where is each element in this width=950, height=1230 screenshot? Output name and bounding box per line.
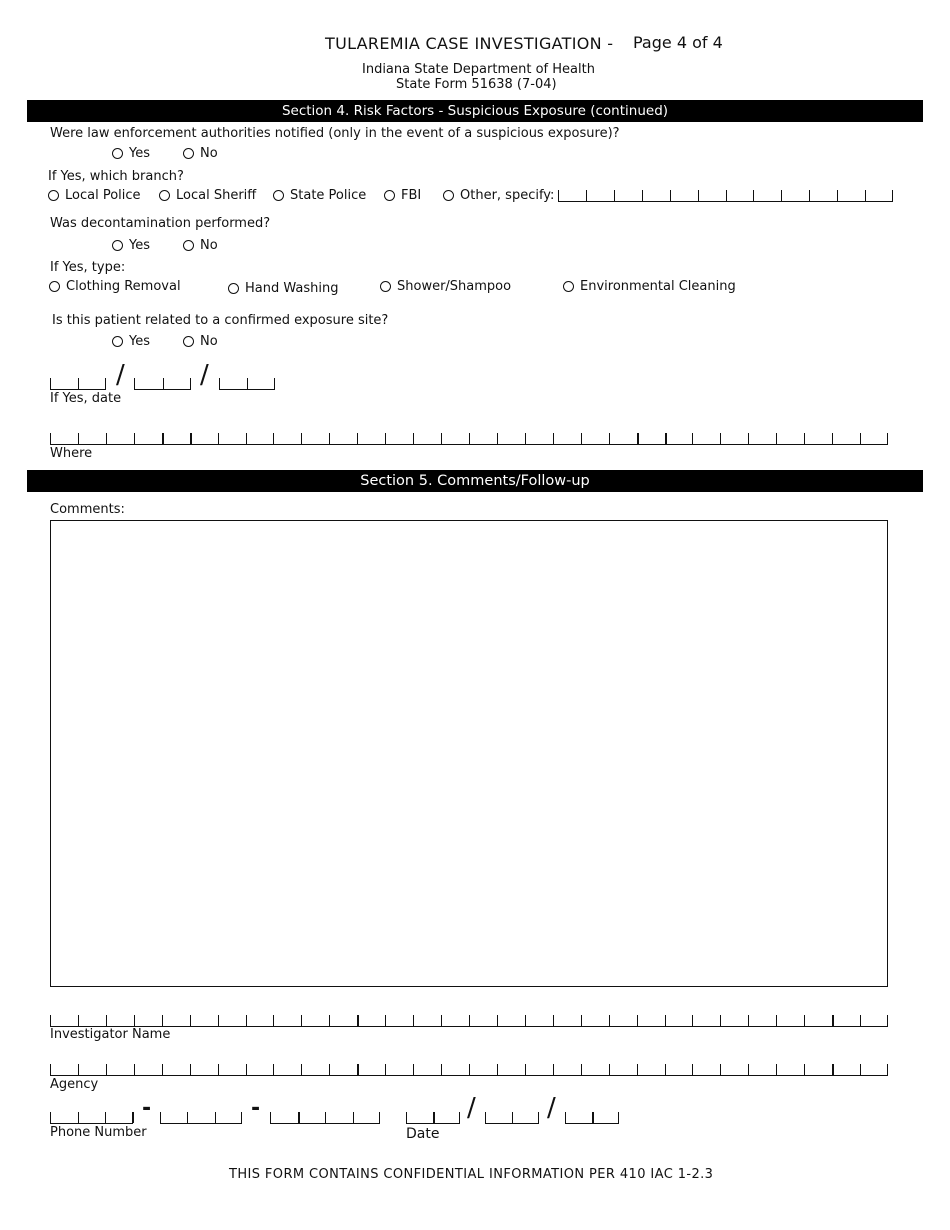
box-divider bbox=[497, 1015, 498, 1026]
agency-field[interactable] bbox=[50, 1064, 888, 1076]
type-hand-washing-radio[interactable] bbox=[228, 281, 338, 296]
box-divider bbox=[525, 433, 526, 444]
radio-label: Shower/Shampoo bbox=[397, 279, 512, 294]
law-no-radio[interactable] bbox=[183, 146, 218, 161]
box-divider bbox=[241, 1112, 242, 1123]
where-label: Where bbox=[50, 446, 93, 461]
box-divider bbox=[837, 190, 838, 201]
box-divider bbox=[353, 1112, 354, 1123]
box-divider bbox=[357, 1015, 359, 1026]
page-number: Page 4 of 4 bbox=[633, 33, 723, 52]
box-divider bbox=[753, 190, 754, 201]
radio-label: Yes bbox=[129, 238, 150, 253]
box-divider bbox=[163, 378, 164, 389]
box-divider bbox=[218, 1015, 219, 1026]
box-divider bbox=[190, 1064, 191, 1075]
box-divider bbox=[162, 1015, 163, 1026]
box-divider bbox=[469, 433, 470, 444]
radio-label: No bbox=[200, 238, 218, 253]
box-divider bbox=[190, 378, 191, 389]
radio-circle-icon bbox=[380, 281, 391, 292]
phone-prefix[interactable] bbox=[160, 1112, 242, 1124]
box-divider bbox=[160, 1112, 161, 1123]
box-divider bbox=[357, 1064, 359, 1075]
form-number: State Form 51638 (7-04) bbox=[396, 77, 557, 92]
box-divider bbox=[637, 433, 639, 444]
box-divider bbox=[692, 1015, 693, 1026]
radio-label: Other, specify: bbox=[460, 188, 555, 203]
box-divider bbox=[246, 433, 247, 444]
radio-label: State Police bbox=[290, 188, 367, 203]
box-divider bbox=[301, 1015, 302, 1026]
box-divider bbox=[586, 190, 587, 201]
box-divider bbox=[273, 1064, 274, 1075]
radio-label: No bbox=[200, 334, 218, 349]
box-divider bbox=[357, 433, 358, 444]
box-divider bbox=[134, 1064, 135, 1075]
box-divider bbox=[781, 190, 782, 201]
box-divider bbox=[609, 1064, 610, 1075]
box-divider bbox=[78, 378, 79, 389]
section-4-header: Section 4. Risk Factors - Suspicious Exposure (continued) bbox=[27, 100, 923, 122]
radio-circle-icon bbox=[183, 240, 194, 251]
agency-label: Agency bbox=[50, 1077, 99, 1092]
section-5-header: Section 5. Comments/Follow-up bbox=[27, 470, 923, 492]
phone-area-code[interactable] bbox=[50, 1112, 133, 1124]
box-divider bbox=[887, 1064, 888, 1075]
box-divider bbox=[218, 1064, 219, 1075]
radio-circle-icon bbox=[48, 190, 59, 201]
box-divider bbox=[247, 378, 248, 389]
box-divider bbox=[219, 378, 220, 389]
box-divider bbox=[329, 1064, 330, 1075]
box-divider bbox=[887, 1015, 888, 1026]
box-divider bbox=[726, 190, 727, 201]
comments-label: Comments: bbox=[50, 502, 125, 517]
box-divider bbox=[385, 1064, 386, 1075]
box-divider bbox=[538, 1112, 539, 1123]
box-divider bbox=[692, 1064, 693, 1075]
box-divider bbox=[592, 1112, 594, 1123]
box-divider bbox=[406, 1112, 407, 1123]
radio-circle-icon bbox=[228, 283, 239, 294]
radio-label: Local Sheriff bbox=[176, 188, 257, 203]
box-divider bbox=[581, 1015, 582, 1026]
box-divider bbox=[187, 1112, 188, 1123]
box-divider bbox=[273, 1015, 274, 1026]
law-enforcement-question: Were law enforcement authorities notified (only in the event of a suspicious exposure)? bbox=[50, 126, 620, 141]
box-divider bbox=[78, 1112, 79, 1123]
box-divider bbox=[804, 1064, 805, 1075]
phone-number-label: Phone Number bbox=[50, 1125, 147, 1140]
date-separator: / bbox=[547, 1093, 556, 1123]
box-divider bbox=[273, 433, 274, 444]
box-divider bbox=[385, 1015, 386, 1026]
branch-fbi-radio[interactable] bbox=[384, 188, 421, 203]
site-yes-radio[interactable] bbox=[112, 334, 150, 349]
box-divider bbox=[665, 433, 667, 444]
box-divider bbox=[698, 190, 699, 201]
box-divider bbox=[218, 433, 219, 444]
box-divider bbox=[106, 1064, 107, 1075]
exposure-date-month[interactable] bbox=[50, 378, 106, 390]
box-divider bbox=[50, 1064, 51, 1075]
signature-date-year[interactable] bbox=[565, 1112, 619, 1124]
box-divider bbox=[106, 1015, 107, 1026]
radio-circle-icon bbox=[273, 190, 284, 201]
box-divider bbox=[485, 1112, 486, 1123]
box-divider bbox=[246, 1064, 247, 1075]
box-divider bbox=[860, 1015, 861, 1026]
box-divider bbox=[270, 1112, 271, 1123]
box-divider bbox=[665, 1064, 666, 1075]
box-divider bbox=[692, 433, 693, 444]
box-divider bbox=[190, 1015, 191, 1026]
radio-circle-icon bbox=[159, 190, 170, 201]
box-divider bbox=[565, 1112, 566, 1123]
box-divider bbox=[413, 433, 414, 444]
radio-label: Local Police bbox=[65, 188, 141, 203]
box-divider bbox=[497, 433, 498, 444]
box-divider bbox=[469, 1064, 470, 1075]
department-name: Indiana State Department of Health bbox=[362, 62, 595, 77]
box-divider bbox=[720, 1064, 721, 1075]
box-divider bbox=[776, 1064, 777, 1075]
investigator-name-field[interactable] bbox=[50, 1015, 888, 1027]
exposure-date-label: If Yes, date bbox=[50, 391, 122, 406]
box-divider bbox=[553, 1064, 554, 1075]
radio-label: Environmental Cleaning bbox=[580, 279, 736, 294]
box-divider bbox=[50, 378, 51, 389]
box-divider bbox=[720, 433, 721, 444]
box-divider bbox=[581, 1064, 582, 1075]
box-divider bbox=[525, 1015, 526, 1026]
radio-circle-icon bbox=[112, 148, 123, 159]
radio-circle-icon bbox=[443, 190, 454, 201]
exposure-where-field[interactable] bbox=[50, 433, 888, 445]
branch-other-radio[interactable] bbox=[443, 188, 554, 203]
box-divider bbox=[441, 433, 442, 444]
decontamination-question: Was decontamination performed? bbox=[50, 216, 271, 231]
phone-separator: - bbox=[251, 1096, 261, 1121]
box-divider bbox=[134, 1015, 135, 1026]
box-divider bbox=[614, 190, 615, 201]
radio-label: Yes bbox=[129, 334, 150, 349]
signature-date-month[interactable] bbox=[406, 1112, 460, 1124]
branch-local-police-radio[interactable] bbox=[48, 188, 141, 203]
box-divider bbox=[748, 1015, 749, 1026]
phone-separator: - bbox=[142, 1096, 152, 1121]
box-divider bbox=[134, 378, 135, 389]
box-divider bbox=[190, 433, 192, 444]
box-divider bbox=[618, 1112, 619, 1123]
radio-label: Hand Washing bbox=[245, 281, 339, 296]
box-divider bbox=[105, 378, 106, 389]
box-divider bbox=[106, 433, 107, 444]
box-divider bbox=[581, 433, 582, 444]
box-divider bbox=[433, 1112, 435, 1123]
box-divider bbox=[892, 190, 893, 201]
box-divider bbox=[748, 1064, 749, 1075]
type-environmental-cleaning-radio[interactable] bbox=[563, 279, 736, 294]
box-divider bbox=[105, 1112, 106, 1123]
other-specify-field[interactable] bbox=[558, 190, 893, 202]
decon-no-radio[interactable] bbox=[183, 238, 218, 253]
comments-textarea[interactable] bbox=[50, 520, 888, 987]
law-yes-radio[interactable] bbox=[112, 146, 150, 161]
box-divider bbox=[776, 1015, 777, 1026]
box-divider bbox=[512, 1112, 513, 1123]
box-divider bbox=[329, 433, 330, 444]
box-divider bbox=[215, 1112, 216, 1123]
box-divider bbox=[246, 1015, 247, 1026]
date-separator: / bbox=[200, 360, 209, 390]
box-divider bbox=[665, 1015, 666, 1026]
radio-circle-icon bbox=[112, 336, 123, 347]
box-divider bbox=[720, 1015, 721, 1026]
radio-label: No bbox=[200, 146, 218, 161]
type-clothing-removal-radio[interactable] bbox=[49, 279, 181, 294]
box-divider bbox=[385, 433, 386, 444]
signature-date-day[interactable] bbox=[485, 1112, 539, 1124]
box-divider bbox=[162, 1064, 163, 1075]
box-divider bbox=[413, 1015, 414, 1026]
exposure-date-day[interactable] bbox=[134, 378, 191, 390]
box-divider bbox=[642, 190, 643, 201]
box-divider bbox=[776, 433, 777, 444]
branch-question: If Yes, which branch? bbox=[48, 169, 184, 184]
box-divider bbox=[459, 1112, 460, 1123]
radio-circle-icon bbox=[183, 148, 194, 159]
box-divider bbox=[748, 433, 749, 444]
box-divider bbox=[860, 1064, 861, 1075]
box-divider bbox=[413, 1064, 414, 1075]
box-divider bbox=[809, 190, 810, 201]
box-divider bbox=[301, 1064, 302, 1075]
date-separator: / bbox=[467, 1093, 476, 1123]
exposure-date-year[interactable] bbox=[219, 378, 275, 390]
box-divider bbox=[609, 433, 610, 444]
date-label: Date bbox=[406, 1126, 440, 1142]
box-divider bbox=[865, 190, 866, 201]
branch-state-police-radio[interactable] bbox=[273, 188, 366, 203]
box-divider bbox=[132, 1112, 134, 1123]
box-divider bbox=[860, 433, 861, 444]
box-divider bbox=[670, 190, 671, 201]
box-divider bbox=[78, 1064, 79, 1075]
box-divider bbox=[887, 433, 888, 444]
site-no-radio[interactable] bbox=[183, 334, 218, 349]
radio-circle-icon bbox=[112, 240, 123, 251]
box-divider bbox=[497, 1064, 498, 1075]
radio-label: Yes bbox=[129, 146, 150, 161]
box-divider bbox=[50, 1015, 51, 1026]
box-divider bbox=[832, 1015, 834, 1026]
box-divider bbox=[637, 1064, 638, 1075]
box-divider bbox=[558, 190, 559, 201]
box-divider bbox=[609, 1015, 610, 1026]
box-divider bbox=[553, 1015, 554, 1026]
box-divider bbox=[441, 1015, 442, 1026]
box-divider bbox=[441, 1064, 442, 1075]
box-divider bbox=[134, 433, 135, 444]
box-divider bbox=[50, 1112, 51, 1123]
box-divider bbox=[525, 1064, 526, 1075]
box-divider bbox=[274, 378, 275, 389]
box-divider bbox=[832, 1064, 834, 1075]
phone-line-number[interactable] bbox=[270, 1112, 380, 1124]
radio-circle-icon bbox=[183, 336, 194, 347]
decon-type-question: If Yes, type: bbox=[50, 260, 126, 275]
box-divider bbox=[804, 1015, 805, 1026]
radio-circle-icon bbox=[384, 190, 395, 201]
box-divider bbox=[325, 1112, 326, 1123]
branch-local-sheriff-radio[interactable] bbox=[159, 188, 256, 203]
box-divider bbox=[804, 433, 805, 444]
box-divider bbox=[553, 433, 554, 444]
radio-circle-icon bbox=[563, 281, 574, 292]
radio-circle-icon bbox=[49, 281, 60, 292]
box-divider bbox=[78, 433, 79, 444]
box-divider bbox=[298, 1112, 300, 1123]
investigator-name-label: Investigator Name bbox=[50, 1027, 171, 1042]
box-divider bbox=[78, 1015, 79, 1026]
box-divider bbox=[50, 433, 51, 444]
box-divider bbox=[469, 1015, 470, 1026]
radio-label: FBI bbox=[401, 188, 422, 203]
exposure-site-question: Is this patient related to a confirmed exposure site? bbox=[52, 313, 389, 328]
type-shower-shampoo-radio[interactable] bbox=[380, 279, 511, 294]
date-separator: / bbox=[116, 360, 125, 390]
form-title: TULAREMIA CASE INVESTIGATION - bbox=[325, 34, 614, 53]
box-divider bbox=[162, 433, 164, 444]
box-divider bbox=[329, 1015, 330, 1026]
confidentiality-footer: THIS FORM CONTAINS CONFIDENTIAL INFORMATION PER 410 IAC 1-2.3 bbox=[229, 1167, 714, 1182]
box-divider bbox=[832, 433, 833, 444]
box-divider bbox=[301, 433, 302, 444]
box-divider bbox=[637, 1015, 638, 1026]
box-divider bbox=[379, 1112, 380, 1123]
radio-label: Clothing Removal bbox=[66, 279, 181, 294]
decon-yes-radio[interactable] bbox=[112, 238, 150, 253]
